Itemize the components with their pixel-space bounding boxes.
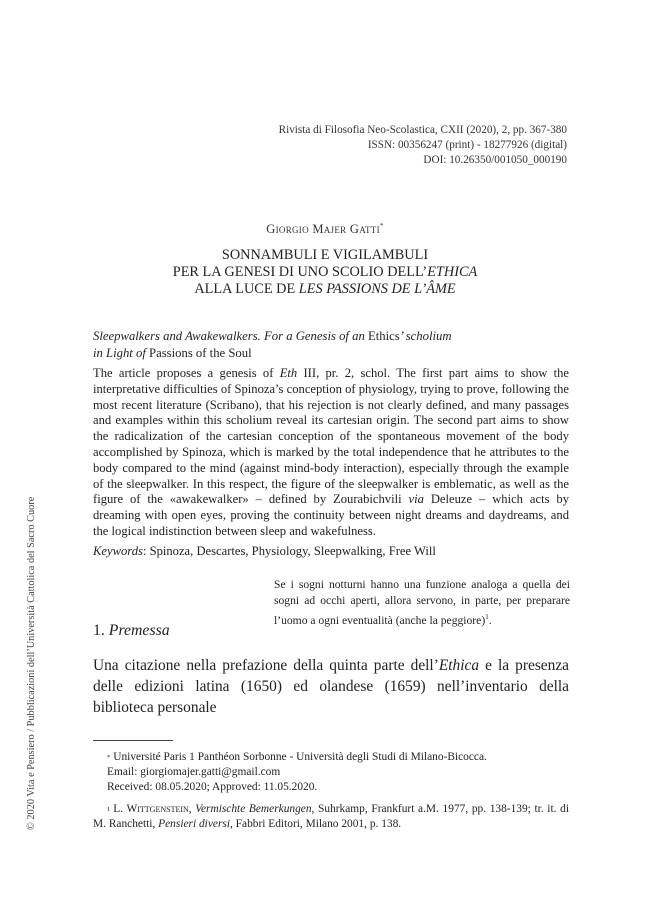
section-title: Premessa (108, 622, 170, 639)
abstract (93, 366, 569, 540)
footnote-dates: Received: 08.05.2020; Approved: 11.05.2020. (107, 781, 318, 794)
article-title (0, 247, 650, 298)
body-pre: Una citazione nella prefazione della quinta parte dell’ (93, 657, 439, 674)
journal-issn: ISSN: 00356247 (print) - 18277926 (digital) (367, 139, 567, 151)
english-title-passions: Passions of the Soul (149, 346, 252, 360)
abstract-text: III, pr. 2, schol. The first part aims to show the interpretative difficulties of Spinoza’s conception of physiology, trying to prove, following the most recent literature (Scribano), that his rejection is not clearly defined, and many passages and examples within this scholium reveal its cartesian origin. The second part aims to show the radicalization of the cartesian conception of the spontaneous movement of the body accomplished by Spinoza, which is marked by the total independence that he attributes to the body compared to the mind (against mind-body interaction), especially through the example of the sleepwalker. In this respect, the figure of the sleepwalker is emblematic, as well as the figure of the «awakewalker» – defined by Zourabichvili (93, 366, 569, 507)
author-name: Giorgio Majer Gatti (266, 222, 380, 236)
footnote-1-end: , Fabbri Editori, Milano 2001, p. 138. (229, 817, 402, 830)
footnote-author-line-3 (93, 780, 569, 795)
footnote-affiliation: Université Paris 1 Panthéon Sorbonne - Università degli Studi di Milano-Bicocca. (113, 751, 487, 763)
abstract-pre: The article proposes a genesis of (93, 366, 280, 380)
abstract-post: Deleuze – which acts by dreaming with open eyes, proving the continuity between night dreams and daydreams, and the logical indistinction between sleep and wakefulness. (93, 492, 569, 538)
footnote-separator (93, 740, 173, 741)
footnote-1-author: L. Wittgenstein (113, 802, 189, 815)
title-line-3-text: ALLA LUCE DE (194, 281, 299, 297)
body-italic-ethica: Ethica (438, 657, 480, 674)
abstract-via: via (408, 492, 424, 507)
epigraph-text: Se i sogni notturni hanno una funzione analoga a quella dei sogni ad occhi aperti, allora servono, in parte, per preparare l’uomo a ogni eventualità (anche la peggiore) (274, 578, 570, 627)
title-line-2 (0, 264, 650, 281)
footnote-email[interactable]: Email: giorgiomajer.gatti@gmail.com (107, 766, 281, 779)
english-title-part-3: ’ scholium (399, 329, 452, 343)
epigraph-end: . (488, 613, 492, 627)
keywords (93, 543, 569, 559)
body-paragraph (93, 655, 569, 718)
section-heading (93, 622, 170, 640)
title-line-3 (0, 281, 650, 298)
footnote-1-work: Vermischte Bemerkungen (195, 802, 312, 815)
footnote-1-marker: 1 (107, 805, 111, 813)
footnote-author (93, 750, 569, 796)
epigraph (274, 577, 570, 629)
footnotes (93, 750, 569, 838)
english-title-ethics: Ethics (367, 329, 400, 343)
footnote-1-work-2: Pensieri diversi (158, 817, 230, 830)
footnote-1-mid: , Suhrkamp, Frankfurt a.M. 1977, pp. 138-139; tr. it. di M. Ranchetti, (93, 802, 569, 830)
english-title (93, 328, 568, 362)
journal-header (279, 123, 567, 168)
title-line-2-italic: ETHICA (427, 264, 478, 280)
epigraph-note-ref[interactable]: 1 (485, 613, 489, 621)
footnote-author-line-2 (93, 765, 569, 780)
english-title-part-1: Sleepwalkers and Awakewalkers. For a Genesis of an (93, 329, 368, 343)
title-line-1: SONNAMBULI E VIGILAMBULI (221, 247, 429, 263)
section-number: 1. (93, 622, 109, 639)
journal-citation: Rivista di Filosofia Neo-Scolastica, CXII (2020), 2, pp. 367-380 (278, 124, 567, 136)
side-copyright: © 2020 Vita e Pensiero / Pubblicazioni dell’Università Cattolica del Sacro Cuore (26, 496, 37, 830)
english-title-part-4: in Light of (93, 346, 150, 360)
title-line-3-italic: LES PASSIONS DE L’ÂME (298, 281, 456, 297)
title-line-2-text: PER LA GENESI DI UNO SCOLIO DELL’ (172, 264, 428, 280)
footnote-author-line-1 (93, 750, 569, 765)
keywords-label: Keywords (93, 544, 143, 558)
footnote-author-marker: * (107, 754, 111, 761)
footnote-1 (93, 802, 569, 832)
body-post: e la presenza delle edizioni latina (1650) ed olandese (1659) nell’inventario della biblioteca personale (93, 657, 569, 716)
footnote-1-sep: , (188, 802, 196, 815)
author-footnote-marker: * (379, 222, 384, 230)
author-line (0, 222, 650, 237)
abstract-eth-ref: Eth (279, 366, 298, 380)
keywords-values: : Spinoza, Descartes, Physiology, Sleepwalking, Free Will (142, 544, 436, 558)
journal-doi: DOI: 10.26350/001050_000190 (423, 154, 567, 166)
footnote-1-indent (93, 803, 107, 815)
